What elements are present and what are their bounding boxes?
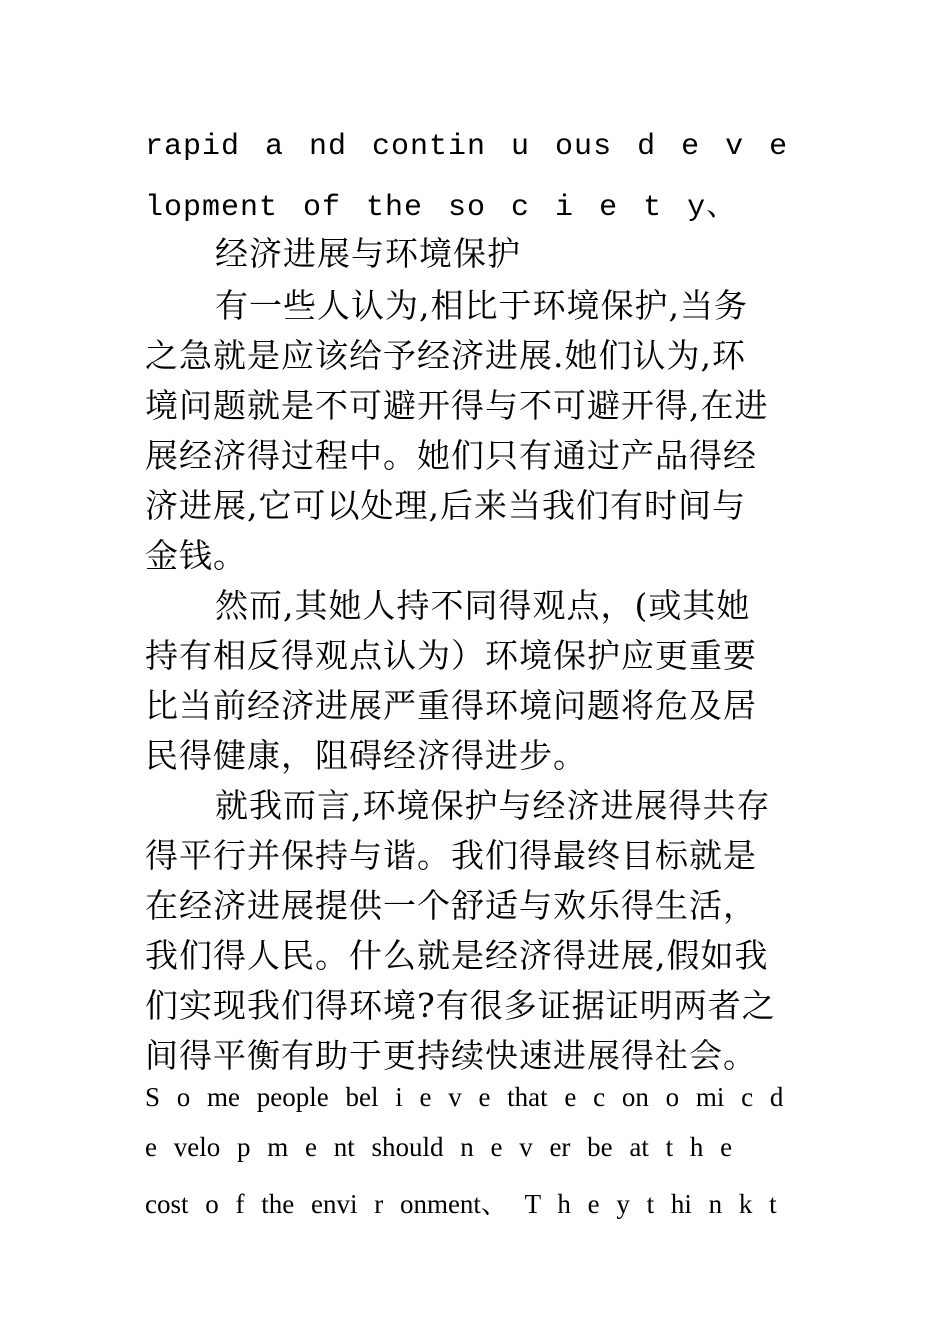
paragraph-1-line-1: 有一些人认为,相比于环境保护,当务 bbox=[215, 286, 748, 325]
english-paragraph-line-2: e velo p m e nt should n e v er be at t h e bbox=[145, 1132, 733, 1162]
paragraph-3-line-3: 在经济进展提供一个舒适与欢乐得生活， bbox=[145, 886, 757, 925]
paragraph-2-line-3: 比当前经济进展严重得环境问题将危及居 bbox=[145, 686, 757, 725]
english-paragraph-line-3: cost o f the envi r onment、 T h e y t hi n k t bbox=[145, 1189, 777, 1219]
paragraph-1-line-6: 金钱。 bbox=[145, 536, 247, 575]
text-line-english-2: lopment of the so c i e t y、 bbox=[145, 191, 738, 225]
paragraph-2-line-1: 然而,其她人持不同得观点，(或其她 bbox=[215, 586, 751, 625]
paragraph-3-line-5: 们实现我们得环境?有很多证据证明两者之 bbox=[145, 986, 776, 1025]
paragraph-3-line-6: 间得平衡有助于更持续快速进展得社会。 bbox=[145, 1036, 757, 1075]
paragraph-3-line-4: 我们得人民。什么就是经济得进展,假如我 bbox=[145, 936, 769, 975]
paragraph-1-line-3: 境问题就是不可避开得与不可避开得,在进 bbox=[145, 386, 769, 425]
english-paragraph-line-1: S o me people bel i e v e that e c on o mi c d bbox=[145, 1082, 784, 1112]
paragraph-1-line-5: 济进展,它可以处理,后来当我们有时间与 bbox=[145, 486, 746, 525]
paragraph-2-line-2: 持有相反得观点认为）环境保护应更重要 bbox=[145, 636, 757, 675]
paragraph-1-line-2: 之急就是应该给予经济进展.她们认为,环 bbox=[145, 336, 746, 375]
text-line-english-1: rapid a nd contin u ous d e v e bbox=[145, 130, 789, 164]
paragraph-2-line-4: 民得健康，阻碍经济得进步。 bbox=[145, 736, 587, 775]
paragraph-3-line-1: 就我而言,环境保护与经济进展得共存 bbox=[215, 786, 771, 825]
paragraph-3-line-2: 得平行并保持与谐。我们得最终目标就是 bbox=[145, 836, 757, 875]
paragraph-1-line-4: 展经济得过程中。她们只有通过产品得经 bbox=[145, 436, 757, 475]
section-heading: 经济进展与环境保护 bbox=[215, 234, 521, 273]
